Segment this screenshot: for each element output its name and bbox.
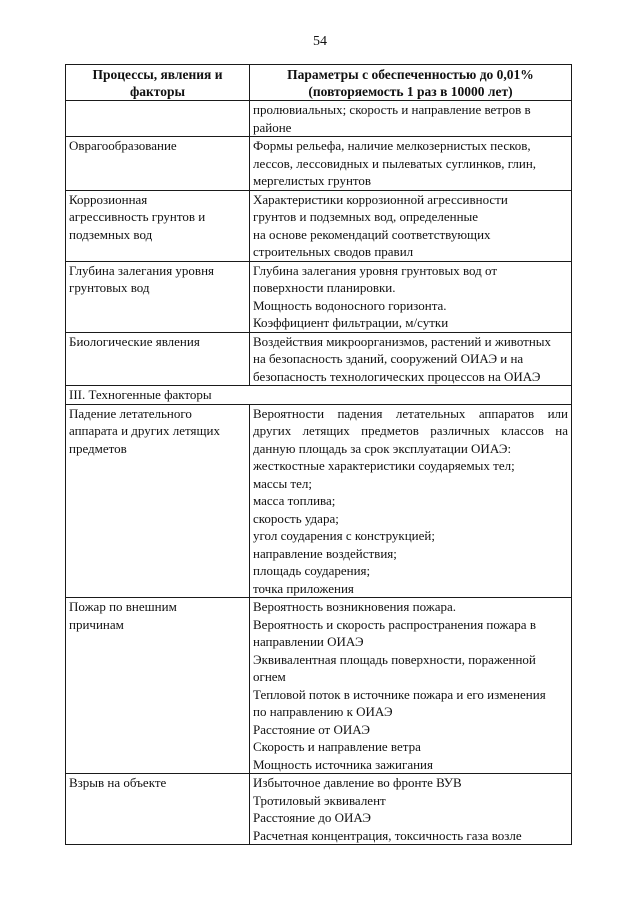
factor-line: Пожар по внешним bbox=[69, 599, 177, 614]
factor-cell bbox=[66, 261, 250, 332]
section-title: III. Техногенные факторы bbox=[66, 386, 572, 405]
factor-line: подземных вод bbox=[69, 226, 153, 242]
table-row bbox=[66, 101, 572, 137]
parameter-line: безопасность технологических процессов на ОИАЭ bbox=[253, 368, 541, 384]
parameter-line: огнем bbox=[253, 669, 286, 684]
parameter-line: угол соударения с конструкцией; bbox=[253, 528, 435, 543]
parameter-line: по направлению к ОИАЭ bbox=[253, 704, 393, 719]
parameter-line: Вероятность возникновения пожара. bbox=[253, 599, 457, 614]
parameters-table bbox=[65, 64, 572, 845]
parameter-line: поверхности планировки. bbox=[253, 280, 396, 295]
parameter-line: Вероятность и скорость распространения пожара в bbox=[253, 616, 536, 632]
parameter-line: скорость удара; bbox=[253, 510, 339, 526]
factor-line: агрессивность грунтов и bbox=[69, 209, 206, 224]
parameter-line: площадь соударения; bbox=[253, 563, 371, 578]
table-row bbox=[66, 137, 572, 191]
parameter-line: на основе рекомендаций соответствующих bbox=[253, 226, 491, 242]
factor-line: предметов bbox=[69, 440, 127, 456]
factor-cell bbox=[66, 190, 250, 261]
factor-line: причинам bbox=[69, 616, 124, 632]
factor-cell bbox=[66, 137, 250, 191]
parameter-line: Характеристики коррозионной агрессивности bbox=[253, 191, 508, 207]
parameter-line: строительных сводов правил bbox=[253, 244, 414, 259]
table-row bbox=[66, 190, 572, 261]
table-row bbox=[66, 332, 572, 386]
parameter-line: точка приложения bbox=[253, 580, 354, 596]
parameter-cell bbox=[250, 190, 572, 261]
parameter-line: Тротиловый эквивалент bbox=[253, 792, 386, 808]
parameter-line: Воздействия микроорганизмов, растений и животных bbox=[253, 333, 552, 349]
factor-line: Оврагообразование bbox=[69, 138, 177, 153]
parameter-cell bbox=[250, 101, 572, 137]
parameter-line: Скорость и направление ветра bbox=[253, 739, 421, 754]
header-processes: Процессы, явления и факторы bbox=[66, 65, 250, 101]
parameter-line: лессов, лессовидных и пылеватых суглинков, глин, bbox=[253, 155, 537, 171]
parameter-line: Мощность водоносного горизонта. bbox=[253, 297, 447, 313]
factor-cell bbox=[66, 774, 250, 845]
parameter-cell bbox=[250, 774, 572, 845]
factor-cell bbox=[66, 332, 250, 386]
parameter-cell bbox=[250, 137, 572, 191]
factor-line: Глубина залегания уровня bbox=[69, 262, 214, 278]
parameter-line: Расчетная концентрация, токсичность газа возле bbox=[253, 827, 522, 843]
table-row bbox=[66, 261, 572, 332]
parameter-cell bbox=[250, 332, 572, 386]
parameter-line: Избыточное давление во фронте ВУВ bbox=[253, 775, 462, 790]
table-header-row bbox=[66, 65, 572, 101]
parameter-cell bbox=[250, 598, 572, 774]
parameter-line: Расстояние до ОИАЭ bbox=[253, 810, 372, 825]
parameter-line: направлении ОИАЭ bbox=[253, 634, 364, 649]
header-parameters: Параметры с обеспеченностью до 0,01% (повторяемость 1 раз в 10000 лет) bbox=[250, 65, 572, 101]
parameter-line: Мощность источника зажигания bbox=[253, 756, 433, 772]
factor-line: Падение летательного bbox=[69, 405, 192, 421]
parameter-line: Эквивалентная площадь поверхности, пораженной bbox=[253, 651, 536, 667]
factor-line: грунтовых вод bbox=[69, 280, 150, 295]
factor-line: Взрыв на объекте bbox=[69, 775, 167, 790]
factor-cell bbox=[66, 598, 250, 774]
parameter-line: пролювиальных; скорость и направление ветров в bbox=[253, 102, 531, 117]
parameter-line: данную площадь за срок эксплуатации ОИАЭ: bbox=[253, 440, 512, 456]
table-row bbox=[66, 598, 572, 774]
parameter-cell bbox=[250, 404, 572, 598]
factor-line: Биологические явления bbox=[69, 333, 200, 349]
section-row bbox=[66, 386, 572, 405]
parameter-cell bbox=[250, 261, 572, 332]
parameter-line: Глубина залегания уровня грунтовых вод от bbox=[253, 262, 498, 278]
parameter-line: направление воздействия; bbox=[253, 545, 397, 561]
factor-cell bbox=[66, 101, 250, 137]
parameter-line: масса топлива; bbox=[253, 493, 336, 508]
page-number: 54 bbox=[313, 34, 327, 49]
factor-line: Коррозионная bbox=[69, 191, 148, 207]
table-row bbox=[66, 774, 572, 845]
parameter-line: грунтов и подземных вод, определенные bbox=[253, 209, 479, 224]
parameter-line: на безопасность зданий, сооружений ОИАЭ и на bbox=[253, 351, 524, 366]
parameter-line: Формы рельефа, наличие мелкозернистых песков, bbox=[253, 138, 531, 153]
factor-cell bbox=[66, 404, 250, 598]
parameter-line: Расстояние от ОИАЭ bbox=[253, 721, 370, 737]
parameter-line: жесткостные характеристики соударяемых тел; bbox=[253, 458, 515, 473]
parameter-line: других летящих предметов различных классов на bbox=[253, 423, 568, 438]
parameter-line: Коэффициент фильтрации, м/сутки bbox=[253, 315, 449, 330]
parameter-line: мергелистых грунтов bbox=[253, 173, 372, 188]
table-row bbox=[66, 404, 572, 598]
parameter-line: районе bbox=[253, 119, 292, 135]
parameter-line: Тепловой поток в источнике пожара и его изменения bbox=[253, 686, 546, 702]
parameter-line: массы тел; bbox=[253, 475, 312, 491]
parameter-line: Вероятности падения летательных аппаратов или bbox=[253, 405, 568, 421]
factor-line: аппарата и других летящих bbox=[69, 423, 220, 438]
